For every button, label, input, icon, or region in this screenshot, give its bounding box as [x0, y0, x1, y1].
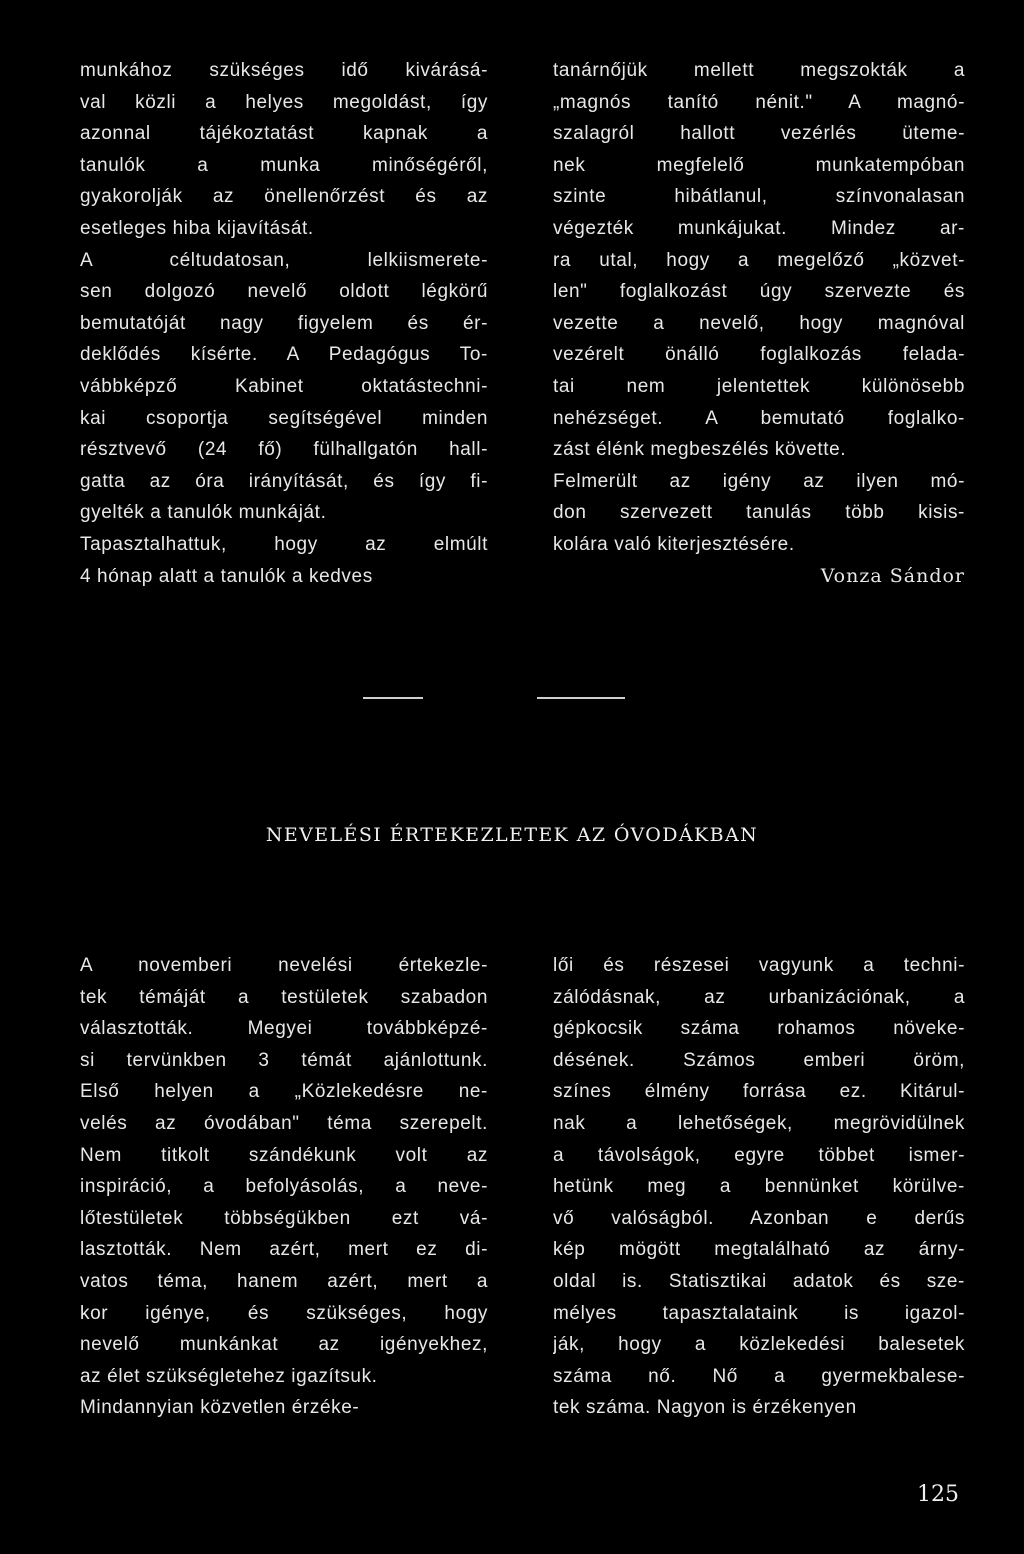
text-line: désének. Számos emberi öröm,	[553, 1049, 965, 1071]
text-line: hetünk meg a bennünket körülve-	[553, 1176, 965, 1198]
text-line: választották. Megyei továbbképzé-	[80, 1018, 488, 1040]
text-line: Felmerült az igény az ilyen mó-	[553, 470, 965, 492]
text-line: az élet szükségletehez igazítsuk.	[80, 1365, 378, 1387]
text-line: színes élmény forrása ez. Kitárul-	[553, 1081, 965, 1103]
text-line: gyelték a tanulók munkáját.	[80, 502, 327, 524]
text-line: tanulók a munka minőségéről,	[80, 154, 488, 176]
text-line: vezette a nevelő, hogy magnóval	[553, 312, 965, 334]
text-line: kolára való kiterjesztésére.	[553, 533, 795, 555]
text-line: lasztották. Nem azért, mert ez di-	[80, 1239, 488, 1261]
text-line: lőtestületek többségükben ezt vá-	[80, 1207, 488, 1229]
text-line: tek száma. Nagyon is érzékenyen	[553, 1397, 857, 1419]
text-line: Tapasztalhattuk, hogy az elmúlt	[80, 533, 488, 555]
text-line: A céltudatosan, lelkiismerete-	[80, 249, 488, 271]
text-line: inspiráció, a befolyásolás, a neve-	[80, 1176, 488, 1198]
top-right-paragraph	[553, 55, 965, 561]
text-line: Mindannyian közvetlen érzéke-	[80, 1397, 360, 1419]
text-line: deklődés kísérte. A Pedagógus To-	[80, 344, 488, 366]
text-line: tek témáját a testületek szabadon	[80, 986, 488, 1008]
separator-rule-right	[537, 697, 625, 699]
text-line: zálódásnak, az urbanizációnak, a	[553, 986, 965, 1008]
article-bottom-left-column	[80, 950, 488, 1424]
text-line: tanárnőjük mellett megszokták a	[553, 60, 965, 81]
text-line: ják, hogy a közlekedési balesetek	[553, 1334, 965, 1356]
text-line: résztvevő (24 fő) fülhallgatón hall-	[80, 439, 488, 461]
article-top-right-column	[553, 55, 965, 592]
text-line: „magnós tanító nénit." A magnó-	[553, 91, 965, 113]
text-line: gatta az óra irányítását, és így fi-	[80, 470, 488, 492]
text-line: vezérelt önálló foglalkozás felada-	[553, 344, 965, 366]
text-line: si tervünkben 3 témát ajánlottunk.	[80, 1049, 488, 1071]
text-line: velés az óvodában" téma szerepelt.	[80, 1112, 488, 1134]
text-line: Első helyen a „Közlekedésre ne-	[80, 1081, 488, 1103]
text-line: száma nő. Nő a gyermekbalese-	[553, 1365, 965, 1387]
text-line: kor igénye, és szükséges, hogy	[80, 1302, 488, 1324]
text-line: bemutatóját nagy figyelem és ér-	[80, 312, 488, 334]
text-line: vő valóságból. Azonban e derűs	[553, 1207, 965, 1229]
text-line: don szervezett tanulás több kisis-	[553, 502, 965, 524]
text-line: ra utal, hogy a megelőző „közvet-	[553, 249, 965, 271]
text-line: kai csoportja segítségével minden	[80, 407, 488, 429]
page-number: 125	[917, 1482, 959, 1507]
article-bottom-right-column	[553, 950, 965, 1424]
text-line: nehézséget. A bemutató foglalko-	[553, 407, 965, 429]
text-line: vatos téma, hanem azért, mert a	[80, 1270, 488, 1292]
article-top-left-column	[80, 55, 488, 592]
text-line: a távolságok, egyre többet ismer-	[553, 1144, 965, 1166]
text-line: Nem titkolt szándékunk volt az	[80, 1144, 488, 1166]
text-line: val közli a helyes megoldást, így	[80, 91, 488, 113]
text-line: A novemberi nevelési értekezle-	[80, 955, 488, 976]
text-line: nek megfelelő munkatempóban	[553, 154, 965, 176]
separator-rule-left	[363, 697, 423, 699]
text-line: oldal is. Statisztikai adatok és sze-	[553, 1270, 965, 1292]
section-heading: NEVELÉSI ÉRTEKEZLETEK AZ ÓVODÁKBAN	[265, 824, 759, 846]
text-line: sen dolgozó nevelő oldott légkörű	[80, 281, 488, 303]
text-line: vábbképző Kabinet oktatástechni-	[80, 375, 488, 397]
text-line: nevelő munkánkat az igényekhez,	[80, 1334, 488, 1356]
text-line: gépkocsik száma rohamos növeke-	[553, 1018, 965, 1040]
text-line: lői és részesei vagyunk a techni-	[553, 955, 965, 976]
text-line: zást élénk megbeszélés követte.	[553, 439, 847, 461]
text-line: kép mögött megtalálható az árny-	[553, 1239, 965, 1261]
text-line: azonnal tájékoztatást kapnak a	[80, 123, 488, 145]
text-line: mélyes tapasztalataink is igazol-	[553, 1302, 965, 1324]
text-line: 4 hónap alatt a tanulók a kedves	[80, 565, 373, 587]
text-line: esetleges hiba kijavítását.	[80, 217, 314, 239]
text-line: szinte hibátlanul, színvonalasan	[553, 186, 965, 208]
text-line: gyakorolják az önellenőrzést és az	[80, 186, 488, 208]
author-signature: Vonza Sándor	[820, 564, 965, 587]
text-line: végezték munkájukat. Mindez ar-	[553, 217, 965, 239]
text-line: munkához szükséges idő kivárásá-	[80, 60, 488, 81]
text-line: len" foglalkozást úgy szervezte és	[553, 281, 965, 303]
text-line: szalagról hallott vezérlés üteme-	[553, 123, 965, 145]
text-line: tai nem jelentettek különösebb	[553, 375, 965, 397]
text-line: nak a lehetőségek, megrövidülnek	[553, 1112, 965, 1134]
